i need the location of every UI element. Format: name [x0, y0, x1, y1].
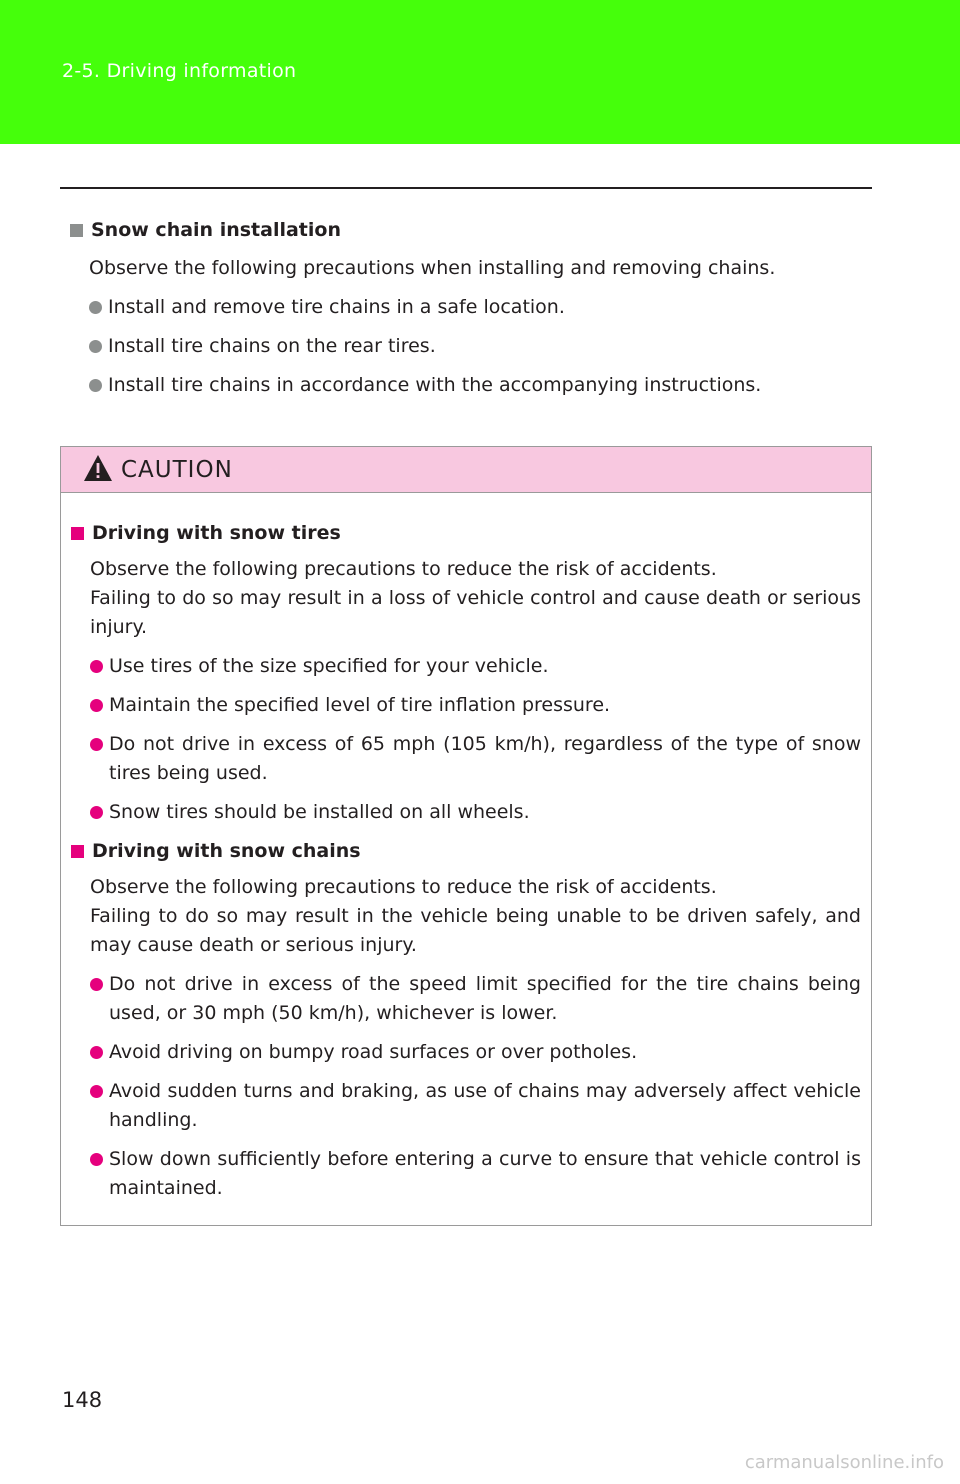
- snow-chain-title: Snow chain installation: [91, 219, 341, 241]
- caution-body: [61, 493, 871, 1203]
- circle-bullet-icon: [89, 379, 102, 392]
- section-title: 2-5. Driving information: [62, 60, 297, 82]
- caution-label: CAUTION: [121, 456, 233, 483]
- list-item: Avoid driving on bumpy road surfaces or over potholes.: [61, 1038, 861, 1067]
- circle-bullet-icon: [90, 1046, 103, 1059]
- header-band: [0, 0, 960, 144]
- page-number: 148: [62, 1388, 103, 1412]
- circle-bullet-icon: [90, 1153, 103, 1166]
- list-item: Use tires of the size specified for your vehicle.: [61, 652, 861, 681]
- warning-triangle-icon: [83, 454, 113, 486]
- snow-chain-intro: Observe the following precautions when installing and removing chains.: [89, 257, 776, 279]
- list-item: Snow tires should be installed on all wheels.: [61, 798, 861, 827]
- list-item: Slow down sufficiently before entering a curve to ensure that vehicle control is maintained.: [61, 1145, 861, 1203]
- square-bullet-icon: [71, 845, 84, 858]
- snow-tires-title: Driving with snow tires: [92, 522, 341, 544]
- circle-bullet-icon: [90, 660, 103, 673]
- list-item: Do not drive in excess of 65 mph (105 km/h), regardless of the type of snow tires being used.: [61, 730, 861, 788]
- circle-bullet-icon: [90, 1085, 103, 1098]
- list-item: Install and remove tire chains in a safe location.: [60, 293, 872, 322]
- caution-header: [61, 447, 871, 493]
- snow-chain-section: [60, 214, 872, 400]
- snow-chains-heading: [61, 835, 861, 867]
- snow-chains-title: Driving with snow chains: [92, 840, 361, 862]
- caution-box: [60, 446, 872, 1226]
- watermark: carmanualsonline.info: [744, 1452, 944, 1473]
- divider-rule: [60, 187, 872, 189]
- square-bullet-icon: [71, 527, 84, 540]
- circle-bullet-icon: [90, 978, 103, 991]
- circle-bullet-icon: [90, 806, 103, 819]
- list-item: Install tire chains on the rear tires.: [60, 332, 872, 361]
- square-bullet-icon: [70, 224, 83, 237]
- circle-bullet-icon: [90, 738, 103, 751]
- snow-tires-heading: [61, 517, 861, 549]
- snow-tires-intro: Observe the following precautions to reduce the risk of accidents. Failing to do so may result in a loss of vehicle control and cause death or serious injury.: [90, 558, 861, 638]
- snow-chains-intro: Observe the following precautions to reduce the risk of accidents. Failing to do so may result in the vehicle being unable to be driven safely, and may cause death or serious injury.: [90, 876, 861, 956]
- list-item: Avoid sudden turns and braking, as use of chains may adversely affect vehicle handling.: [61, 1077, 861, 1135]
- circle-bullet-icon: [90, 699, 103, 712]
- snow-chain-heading: [60, 214, 872, 246]
- circle-bullet-icon: [89, 340, 102, 353]
- circle-bullet-icon: [89, 301, 102, 314]
- list-item: Install tire chains in accordance with the accompanying instructions.: [60, 371, 872, 400]
- list-item: Maintain the specified level of tire inflation pressure.: [61, 691, 861, 720]
- list-item: Do not drive in excess of the speed limit specified for the tire chains being used, or 30 mph (50 km/h), whichever is lower.: [61, 970, 861, 1028]
